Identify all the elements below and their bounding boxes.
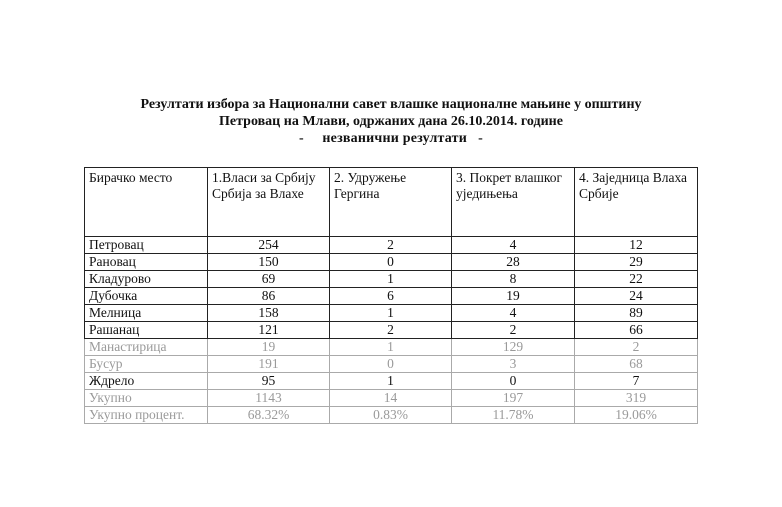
cell-place: Манастирица: [85, 339, 208, 356]
table-row: [85, 322, 698, 339]
cell-place: Ждрело: [85, 373, 208, 390]
cell-value: 158: [208, 305, 330, 322]
cell-place: Укупно процент.: [85, 407, 208, 424]
cell-value: 24: [575, 288, 698, 305]
header-list-2: 2. Удружење Гергина: [330, 168, 452, 237]
title-line-1: Резултати избора за Национални савет влашке националне мањине у општину: [140, 97, 642, 112]
cell-value: 0: [330, 254, 452, 271]
cell-value: 3: [452, 356, 575, 373]
cell-value: 319: [575, 390, 698, 407]
table-row: [85, 339, 698, 356]
cell-value: 4: [452, 305, 575, 322]
cell-value: 28: [452, 254, 575, 271]
cell-value: 86: [208, 288, 330, 305]
table-row: [85, 356, 698, 373]
cell-value: 2: [575, 339, 698, 356]
table-row: [85, 390, 698, 407]
cell-value: 19: [208, 339, 330, 356]
table-row: [85, 407, 698, 424]
cell-value: 0: [330, 356, 452, 373]
document-title: [0, 96, 782, 147]
cell-value: 95: [208, 373, 330, 390]
cell-value: 197: [452, 390, 575, 407]
cell-value: 1: [330, 271, 452, 288]
cell-place: Дубочка: [85, 288, 208, 305]
cell-value: 68.32%: [208, 407, 330, 424]
table-row: [85, 373, 698, 390]
cell-place: Укупно: [85, 390, 208, 407]
cell-value: 8: [452, 271, 575, 288]
cell-value: 89: [575, 305, 698, 322]
cell-value: 4: [452, 237, 575, 254]
header-list-1: 1.Власи за Србију Србија за Влахе: [208, 168, 330, 237]
cell-value: 19: [452, 288, 575, 305]
cell-value: 19.06%: [575, 407, 698, 424]
header-list-3: 3. Покрет влашког уједињења: [452, 168, 575, 237]
cell-value: 2: [330, 322, 452, 339]
cell-value: 2: [452, 322, 575, 339]
table-row: [85, 254, 698, 271]
cell-value: 121: [208, 322, 330, 339]
cell-value: 6: [330, 288, 452, 305]
table-header-row: [85, 168, 698, 237]
cell-value: 1: [330, 305, 452, 322]
cell-value: 1: [330, 339, 452, 356]
table-row: [85, 288, 698, 305]
header-polling-station: Бирачко место: [85, 168, 208, 237]
title-line-2: Петровац на Млави, одржаних дана 26.10.2014. године: [219, 114, 563, 129]
cell-place: Петровац: [85, 237, 208, 254]
cell-value: 150: [208, 254, 330, 271]
cell-value: 66: [575, 322, 698, 339]
cell-value: 11.78%: [452, 407, 575, 424]
cell-value: 191: [208, 356, 330, 373]
table-row: [85, 237, 698, 254]
cell-place: Кладурово: [85, 271, 208, 288]
cell-value: 129: [452, 339, 575, 356]
cell-value: 254: [208, 237, 330, 254]
cell-value: 69: [208, 271, 330, 288]
cell-value: 7: [575, 373, 698, 390]
title-line-3: - незванични резултати -: [299, 131, 483, 146]
cell-place: Рановац: [85, 254, 208, 271]
cell-value: 0: [452, 373, 575, 390]
cell-value: 68: [575, 356, 698, 373]
cell-value: 1: [330, 373, 452, 390]
cell-place: Мелница: [85, 305, 208, 322]
cell-value: 14: [330, 390, 452, 407]
cell-value: 2: [330, 237, 452, 254]
cell-value: 29: [575, 254, 698, 271]
table-row: [85, 305, 698, 322]
cell-value: 1143: [208, 390, 330, 407]
results-table: [84, 167, 698, 424]
cell-value: 0.83%: [330, 407, 452, 424]
cell-place: Рашанац: [85, 322, 208, 339]
cell-value: 12: [575, 237, 698, 254]
table-row: [85, 271, 698, 288]
cell-value: 22: [575, 271, 698, 288]
cell-place: Бусур: [85, 356, 208, 373]
header-list-4: 4. Заједница Влаха Србије: [575, 168, 698, 237]
